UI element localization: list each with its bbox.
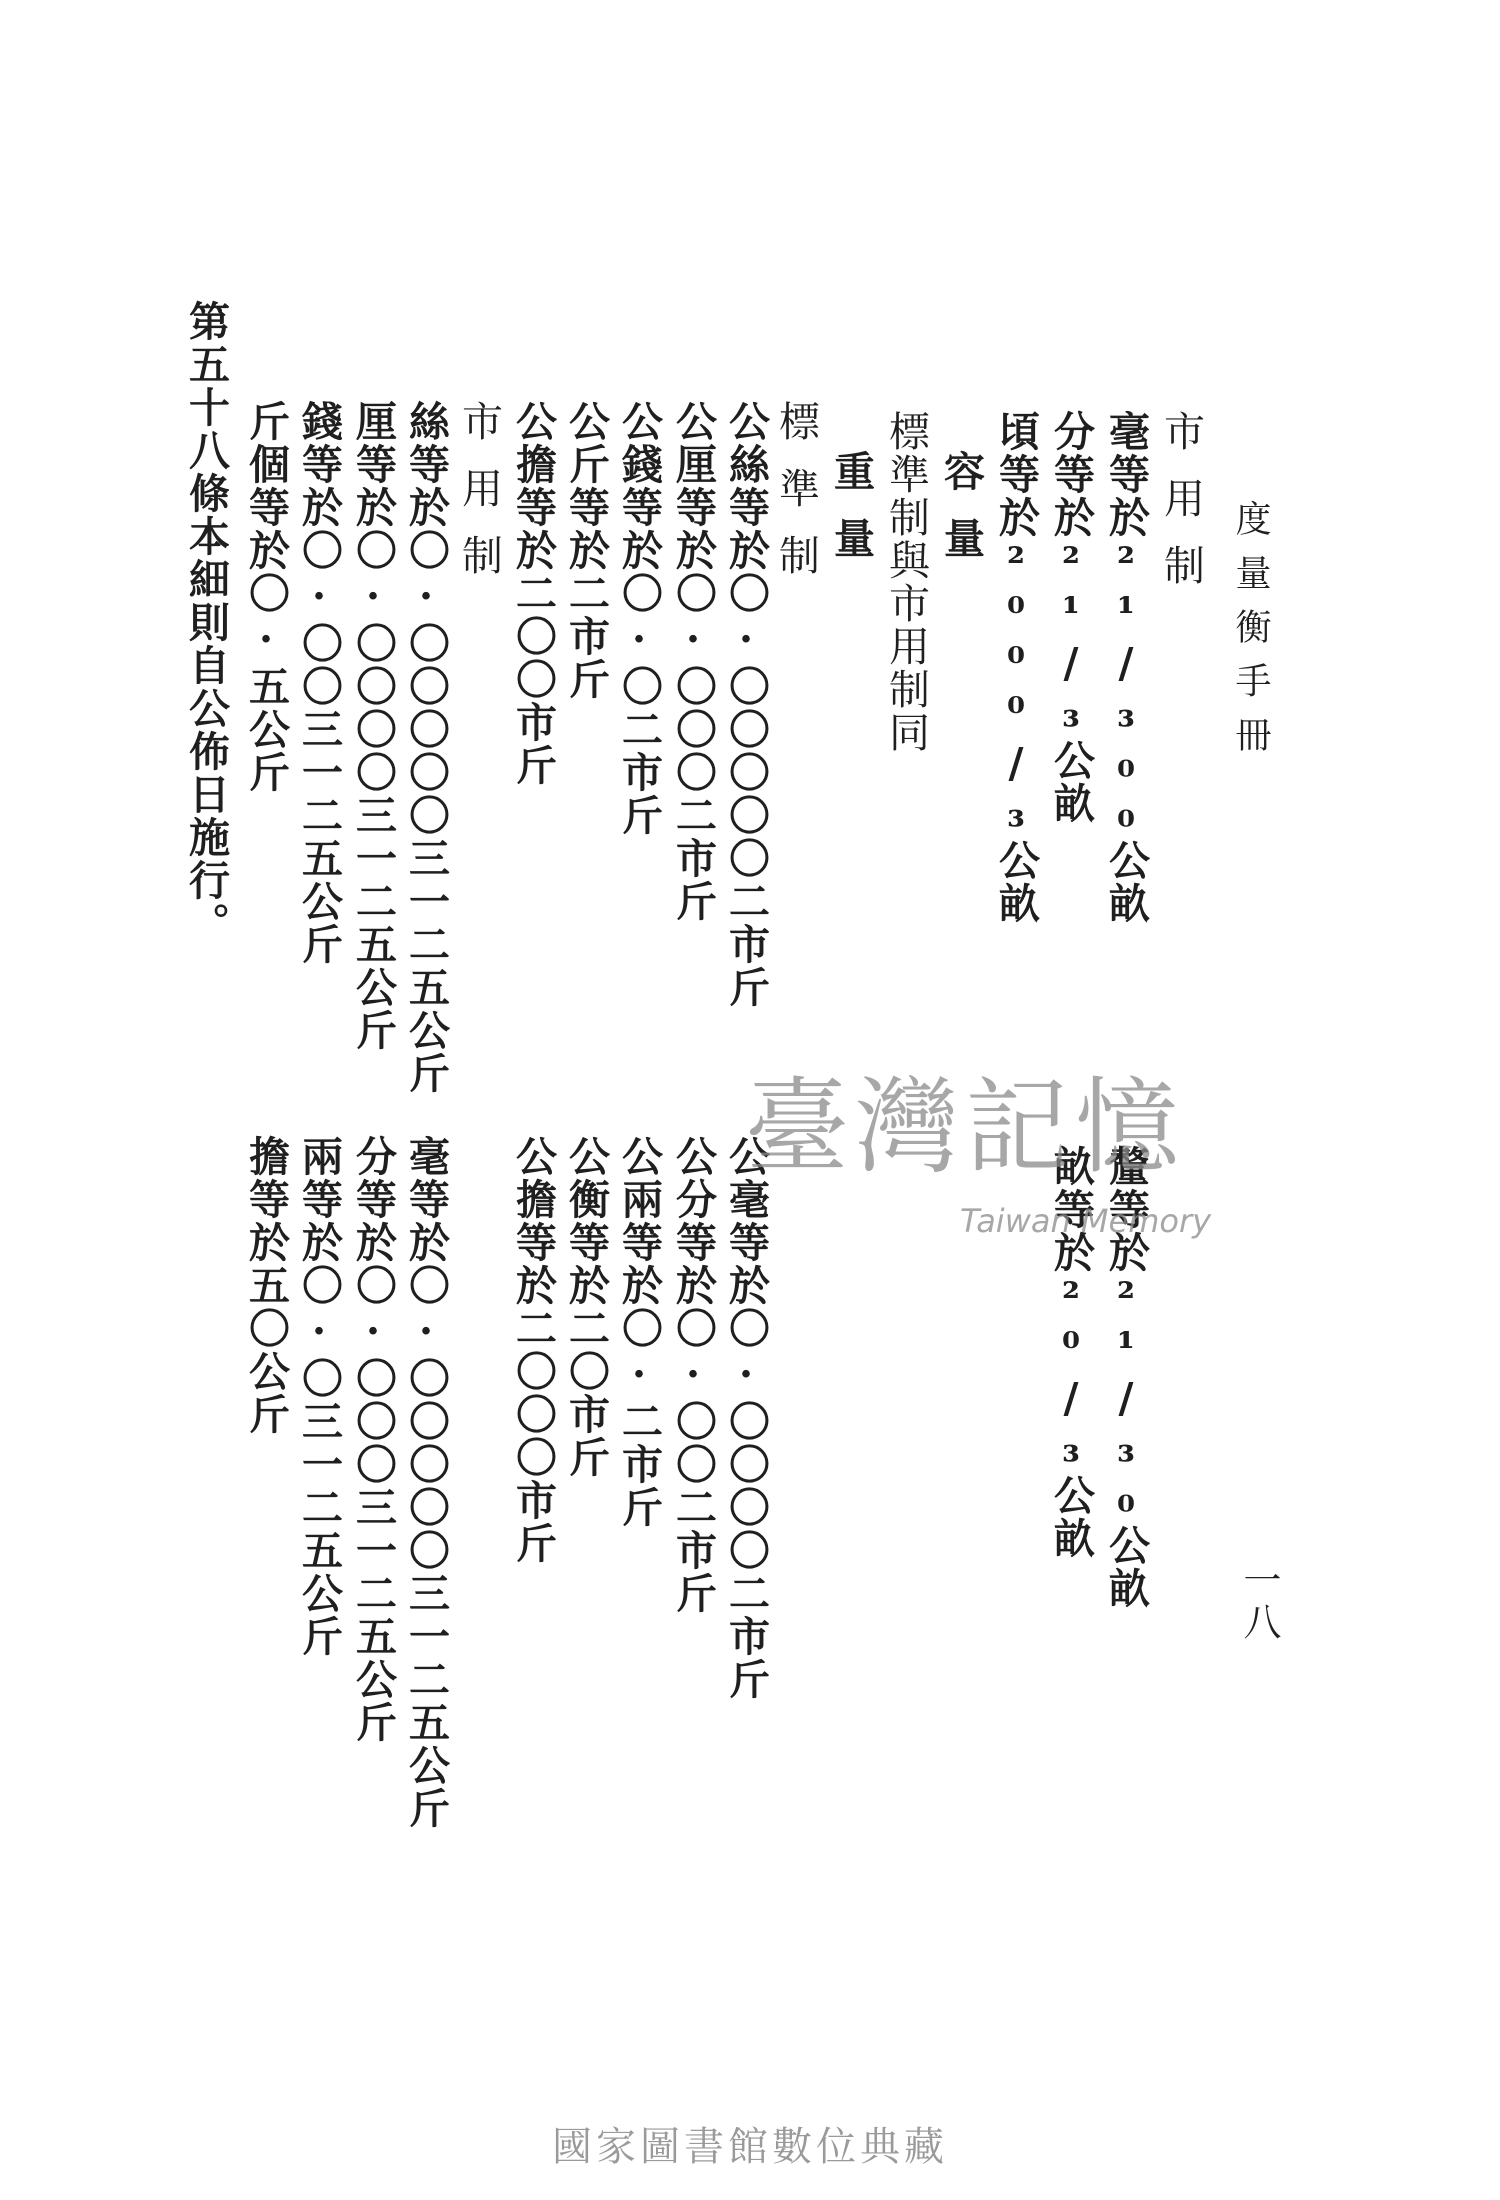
upper-col-3: 分等於²¹/₃公畝 — [1047, 410, 1095, 825]
upper-col-18: 斤個等於〇·五公斤 — [242, 400, 290, 794]
upper-col-15: 絲等於〇·〇〇〇〇〇三一二五公斤 — [402, 400, 450, 1095]
upper-col-10: 公厘等於〇·〇〇〇二市斤 — [669, 400, 717, 923]
page-number: 一八 — [1237, 1560, 1281, 1644]
library-footer: 國家圖書館數位典藏 — [552, 2124, 948, 2170]
lower-col-3: 公毫等於〇·〇〇〇〇二市斤 — [722, 1135, 770, 1701]
upper-col-14: 市用制 — [455, 400, 503, 601]
lower-col-11: 擔等於五〇公斤 — [242, 1135, 290, 1436]
upper-col-12: 公斤等於二市斤 — [562, 400, 610, 701]
watermark-sub-text: Taiwan Memory — [960, 1202, 1212, 1240]
upper-col-6: 標準制與市用制同 — [882, 410, 930, 754]
upper-col-17: 錢等於〇·〇〇三一二五公斤 — [295, 400, 343, 966]
lower-col-7: 公擔等於二〇〇〇市斤 — [509, 1135, 557, 1565]
taiwan-memory-watermark — [745, 1066, 1215, 1275]
upper-col-4: 頃等於²⁰⁰⁰/₃公畝 — [992, 410, 1040, 925]
lower-col-10: 兩等於〇·〇三一二五公斤 — [295, 1135, 343, 1658]
lower-col-9: 分等於〇·〇〇〇三一二五公斤 — [349, 1135, 397, 1744]
upper-col-1: 市用制 — [1157, 410, 1205, 611]
upper-col-11: 公錢等於〇·〇二市斤 — [615, 400, 663, 837]
upper-col-13: 公擔等於二〇〇市斤 — [509, 400, 557, 787]
article-58: 第五十八條本細則自公佈日施行。 — [182, 300, 230, 945]
upper-col-2: 毫等於²¹/₃₀₀公畝 — [1102, 410, 1150, 925]
upper-col-7: 重量 — [827, 450, 875, 584]
lower-col-5: 公兩等於〇·二市斤 — [615, 1135, 663, 1529]
book-title: 度量衡手冊 — [1230, 500, 1271, 770]
lower-col-2: 釐等於²¹/₃₀公畝 — [1102, 1145, 1150, 1610]
upper-col-8: 標準制 — [772, 400, 820, 601]
upper-col-9: 公絲等於〇·〇〇〇〇〇二市斤 — [722, 400, 770, 1009]
lower-col-1: 畝等於²⁰/₃公畝 — [1047, 1145, 1095, 1560]
lower-col-6: 公衡等於二〇市斤 — [562, 1135, 610, 1479]
upper-col-5: 容量 — [937, 450, 985, 584]
watermark-main-text: 臺灣記憶 — [745, 1066, 1186, 1188]
lower-col-4: 公分等於〇·〇〇二市斤 — [669, 1135, 717, 1615]
upper-col-16: 厘等於〇·〇〇〇〇三一二五公斤 — [349, 400, 397, 1052]
lower-col-8: 毫等於〇·〇〇〇〇〇三一二五公斤 — [402, 1135, 450, 1830]
